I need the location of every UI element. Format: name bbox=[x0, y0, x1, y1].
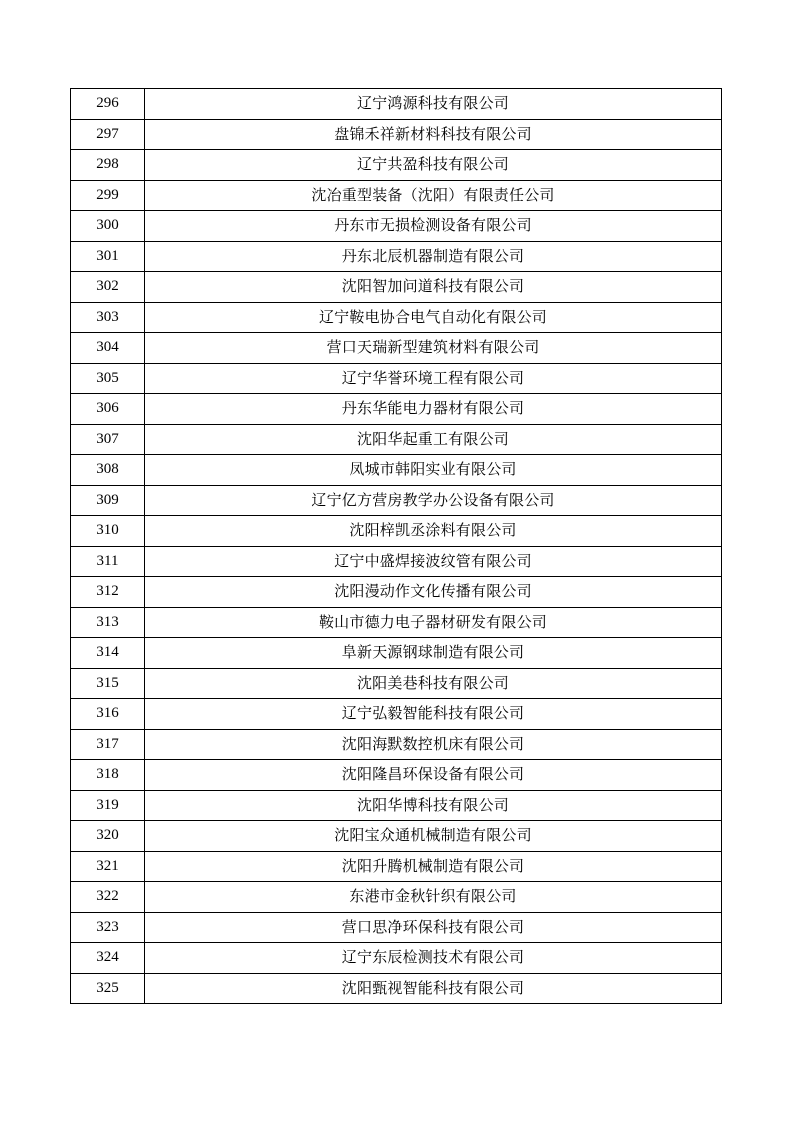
row-index-cell: 307 bbox=[71, 424, 145, 455]
row-index-cell: 302 bbox=[71, 272, 145, 303]
row-index-cell: 299 bbox=[71, 180, 145, 211]
company-name-cell: 盘锦禾祥新材料科技有限公司 bbox=[145, 119, 722, 150]
table-row bbox=[71, 363, 722, 394]
row-index-cell: 306 bbox=[71, 394, 145, 425]
table-row bbox=[71, 973, 722, 1004]
row-index-cell: 296 bbox=[71, 89, 145, 120]
row-index-cell: 321 bbox=[71, 851, 145, 882]
company-name-cell: 鞍山市德力电子器材研发有限公司 bbox=[145, 607, 722, 638]
table-row bbox=[71, 668, 722, 699]
row-index-cell: 311 bbox=[71, 546, 145, 577]
row-index-cell: 303 bbox=[71, 302, 145, 333]
company-name-cell: 沈阳美巷科技有限公司 bbox=[145, 668, 722, 699]
row-index-cell: 323 bbox=[71, 912, 145, 943]
table-row bbox=[71, 516, 722, 547]
table-row bbox=[71, 89, 722, 120]
row-index-cell: 320 bbox=[71, 821, 145, 852]
table-row bbox=[71, 851, 722, 882]
company-name-cell: 辽宁中盛焊接波纹管有限公司 bbox=[145, 546, 722, 577]
row-index-cell: 317 bbox=[71, 729, 145, 760]
company-name-cell: 沈阳隆昌环保设备有限公司 bbox=[145, 760, 722, 791]
table-row bbox=[71, 638, 722, 669]
row-index-cell: 298 bbox=[71, 150, 145, 181]
row-index-cell: 318 bbox=[71, 760, 145, 791]
company-name-cell: 沈阳华起重工有限公司 bbox=[145, 424, 722, 455]
company-name-cell: 辽宁东辰检测技术有限公司 bbox=[145, 943, 722, 974]
table-row bbox=[71, 394, 722, 425]
company-list-table bbox=[70, 88, 722, 1004]
row-index-cell: 324 bbox=[71, 943, 145, 974]
company-name-cell: 沈阳华博科技有限公司 bbox=[145, 790, 722, 821]
table-row bbox=[71, 485, 722, 516]
company-name-cell: 丹东市无损检测设备有限公司 bbox=[145, 211, 722, 242]
company-name-cell: 辽宁鸿源科技有限公司 bbox=[145, 89, 722, 120]
company-name-cell: 凤城市韩阳实业有限公司 bbox=[145, 455, 722, 486]
row-index-cell: 325 bbox=[71, 973, 145, 1004]
company-name-cell: 沈阳智加问道科技有限公司 bbox=[145, 272, 722, 303]
table-row bbox=[71, 546, 722, 577]
row-index-cell: 315 bbox=[71, 668, 145, 699]
company-name-cell: 辽宁亿方营房教学办公设备有限公司 bbox=[145, 485, 722, 516]
table-row bbox=[71, 760, 722, 791]
table-row bbox=[71, 577, 722, 608]
row-index-cell: 305 bbox=[71, 363, 145, 394]
row-index-cell: 304 bbox=[71, 333, 145, 364]
table-row bbox=[71, 455, 722, 486]
table-row bbox=[71, 821, 722, 852]
company-name-cell: 辽宁鞍电协合电气自动化有限公司 bbox=[145, 302, 722, 333]
row-index-cell: 309 bbox=[71, 485, 145, 516]
table-row bbox=[71, 241, 722, 272]
company-name-cell: 东港市金秋针织有限公司 bbox=[145, 882, 722, 913]
table-row bbox=[71, 180, 722, 211]
row-index-cell: 308 bbox=[71, 455, 145, 486]
table-body bbox=[71, 89, 722, 1004]
company-name-cell: 沈阳升腾机械制造有限公司 bbox=[145, 851, 722, 882]
table-row bbox=[71, 302, 722, 333]
table-row bbox=[71, 119, 722, 150]
company-name-cell: 营口思净环保科技有限公司 bbox=[145, 912, 722, 943]
table-row bbox=[71, 333, 722, 364]
row-index-cell: 312 bbox=[71, 577, 145, 608]
table-row bbox=[71, 699, 722, 730]
company-name-cell: 沈阳甄视智能科技有限公司 bbox=[145, 973, 722, 1004]
table-row bbox=[71, 272, 722, 303]
table-row bbox=[71, 729, 722, 760]
row-index-cell: 316 bbox=[71, 699, 145, 730]
company-name-cell: 丹东北辰机器制造有限公司 bbox=[145, 241, 722, 272]
company-name-cell: 沈阳梓凯丞涂料有限公司 bbox=[145, 516, 722, 547]
table-row bbox=[71, 424, 722, 455]
company-name-cell: 营口天瑞新型建筑材料有限公司 bbox=[145, 333, 722, 364]
row-index-cell: 300 bbox=[71, 211, 145, 242]
row-index-cell: 319 bbox=[71, 790, 145, 821]
table-row bbox=[71, 150, 722, 181]
table-row bbox=[71, 882, 722, 913]
table-row bbox=[71, 912, 722, 943]
table-row bbox=[71, 607, 722, 638]
row-index-cell: 310 bbox=[71, 516, 145, 547]
company-name-cell: 沈冶重型装备（沈阳）有限责任公司 bbox=[145, 180, 722, 211]
company-name-cell: 沈阳漫动作文化传播有限公司 bbox=[145, 577, 722, 608]
row-index-cell: 313 bbox=[71, 607, 145, 638]
table-row bbox=[71, 211, 722, 242]
company-name-cell: 沈阳宝众通机械制造有限公司 bbox=[145, 821, 722, 852]
table-row bbox=[71, 943, 722, 974]
row-index-cell: 322 bbox=[71, 882, 145, 913]
company-name-cell: 沈阳海默数控机床有限公司 bbox=[145, 729, 722, 760]
company-name-cell: 辽宁华誉环境工程有限公司 bbox=[145, 363, 722, 394]
row-index-cell: 301 bbox=[71, 241, 145, 272]
company-name-cell: 辽宁共盈科技有限公司 bbox=[145, 150, 722, 181]
row-index-cell: 314 bbox=[71, 638, 145, 669]
company-name-cell: 阜新天源钢球制造有限公司 bbox=[145, 638, 722, 669]
row-index-cell: 297 bbox=[71, 119, 145, 150]
table-row bbox=[71, 790, 722, 821]
company-name-cell: 丹东华能电力器材有限公司 bbox=[145, 394, 722, 425]
company-name-cell: 辽宁弘毅智能科技有限公司 bbox=[145, 699, 722, 730]
